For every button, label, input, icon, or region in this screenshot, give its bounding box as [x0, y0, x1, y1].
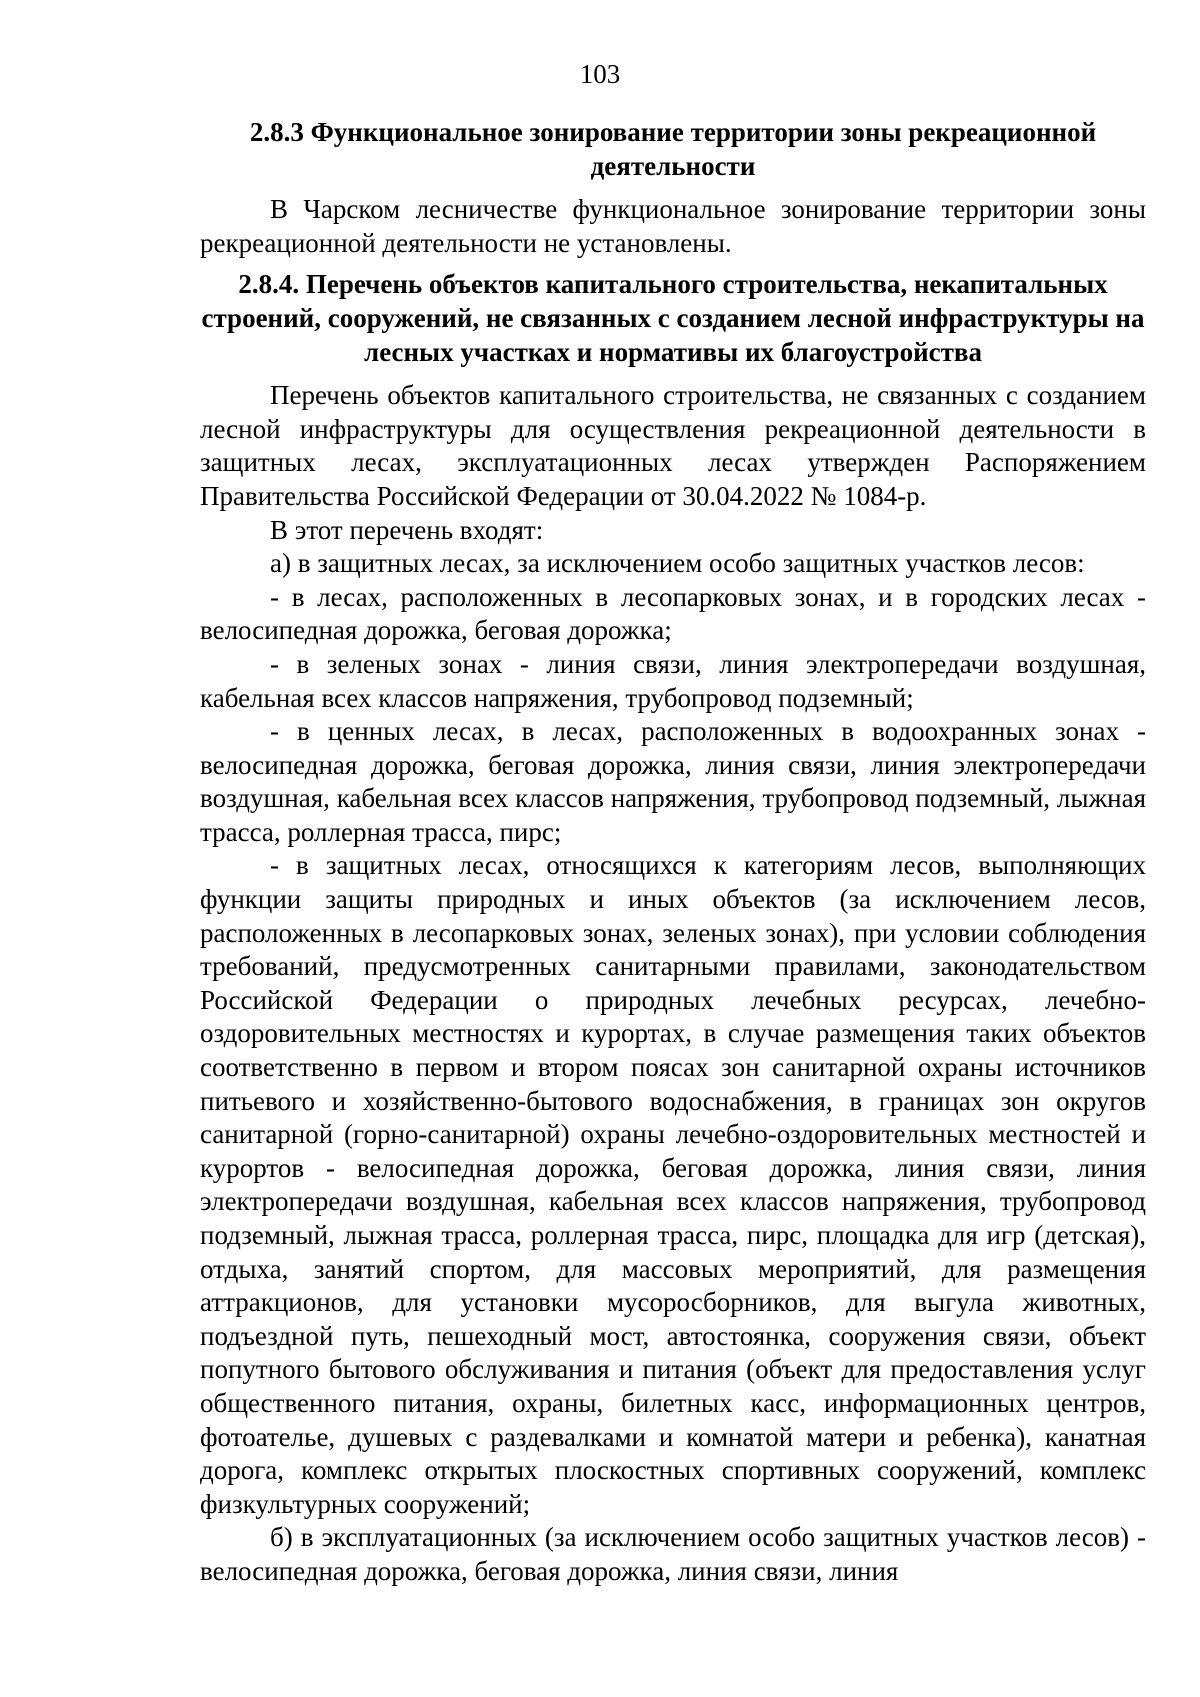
paragraph-list-intro: Перечень объектов капитального строительства, не связанных с созданием лесной инфраструктуры для осуществления рекреационной деятельности в защитных лесах, эксплуатационных лесах утвержден Распоряжением Правительства Российской Федерации от 30.04.2022 № 1084-р. [200, 380, 1146, 511]
section-heading-2-8-4: 2.8.4. Перечень объектов капитального строительства, некапитальных строений, сооружений, не связанных с созданием лесной инфраструктуры на лесных участках и нормативы их благоустройства [201, 269, 1145, 367]
section-heading-2-8-3: 2.8.3 Функциональное зонирование территории зоны рекреационной деятельности [249, 117, 1097, 181]
paragraph-zoning: В Чарском лесничестве функциональное зонирование территории зоны рекреационной деятельности не установлены. [200, 194, 1146, 258]
list-item-a-2: - в зеленых зонах - линия связи, линия электропередачи воздушная, кабельная всех классов напряжения, трубопровод подземный; [200, 648, 1146, 713]
page-content [200, 116, 1146, 1589]
list-item-b: б) в эксплуатационных (за исключением особо защитных участков лесов) - велосипедная дорожка, беговая дорожка, линия связи, линия [200, 1522, 1146, 1586]
list-item-a-3: - в ценных лесах, в лесах, расположенных в водоохранных зонах - велосипедная дорожка, беговая дорожка, линия связи, линия электропередачи воздушная, кабельная всех классов напряжения, трубопровод подземный, лыжная трасса, роллерная трасса, пирс; [200, 716, 1146, 847]
list-item-a-4: - в защитных лесах, относящихся к категориям лесов, выполняющих функции защиты природных и иных объектов (за исключением лесов, расположенных в лесопарковых зонах, зеленых зонах), при условии соблюдения требований, предусмотренных санитарными правилами, законодательством Российской Федерации о природных лечебных ресурсах, лечебно-оздоровительных местностях и курортах, в случае размещения таких объектов соответственно в первом и втором поясах зон санитарной охраны источников питьевого и хозяйственно-бытового водоснабжения, в границах зон округов санитарной (горно-санитарной) охраны лечебно-оздоровительных местностей и курортов - велосипедная дорожка, беговая дорожка, линия связи, линия электропередачи воздушная, кабельная всех классов напряжения, трубопровод подземный, лыжная трасса, роллерная трасса, пирс, площадка для игр (детская), отдыха, занятий спортом, для массовых мероприятий, для размещения аттракционов, для установки мусоросборников, для выгула животных, подъездной путь, пешеходный мост, автостоянка, сооружения связи, объект попутного бытового обслуживания и питания (объект для предоставления услуг общественного питания, охраны, билетных касс, информационных центров, фотоателье, душевых с раздевалками и комнатой матери и ребенка), канатная дорога, комплекс открытых плоскостных спортивных сооружений, комплекс физкультурных сооружений; [200, 850, 1146, 1519]
list-item-a: а) в защитных лесах, за исключением особо защитных участков лесов: [270, 548, 1085, 579]
list-item-a-1: - в лесах, расположенных в лесопарковых зонах, и в городских лесах - велосипедная дорожка, беговая дорожка; [200, 581, 1146, 646]
page-number: 103 [579, 59, 621, 89]
paragraph-includes: В этот перечень входят: [270, 514, 544, 545]
